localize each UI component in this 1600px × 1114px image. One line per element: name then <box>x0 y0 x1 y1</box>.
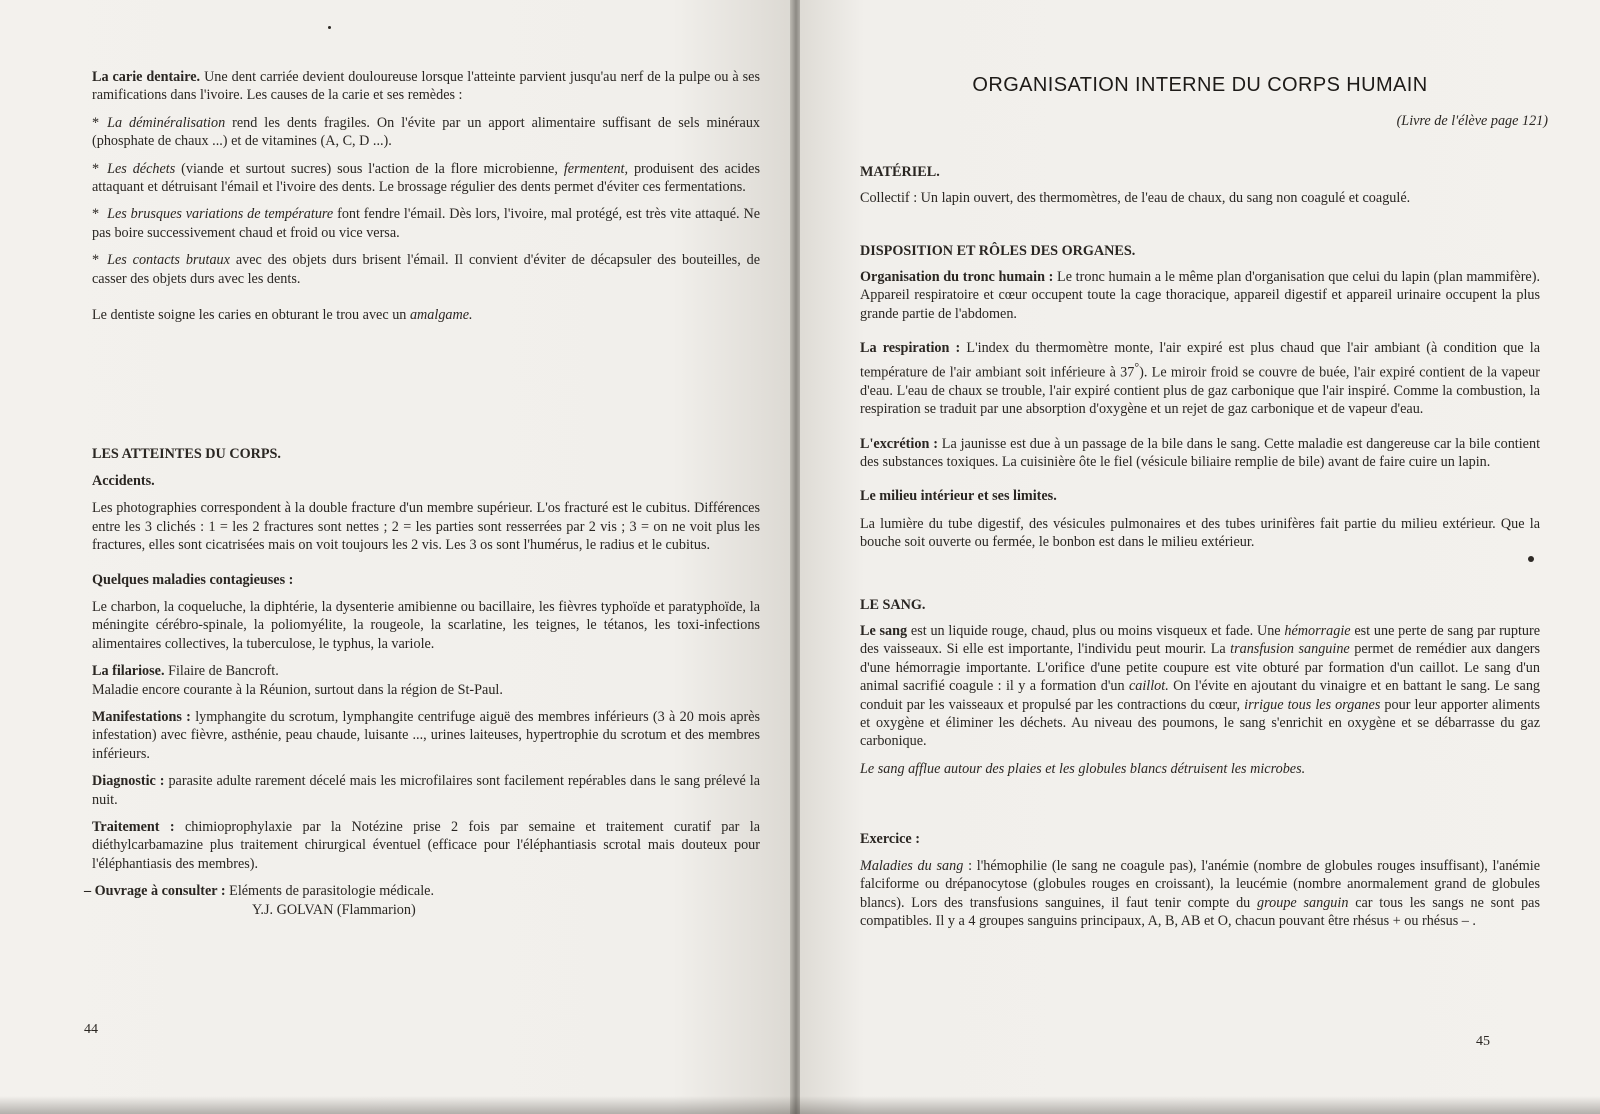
diagnostic-paragraph: Diagnostic : parasite adulte rarement décelé mais les microfilaires sont facilement repérables dans le sang prélevé la nuit. <box>92 773 761 808</box>
sang-afflue-sentence: Le sang afflue autour des plaies et les globules blancs détruisent les microbes. <box>860 760 1306 777</box>
traitement-paragraph: Traitement : chimioprophylaxie par la Notézine prise 2 fois par semaine et traitement curatif par la diéthylcarbamazine plus traitement chirurgical éventuel (efficace pour l'éléphantiasis scrotal mais douteux pour l'éléphantiasis des membres). <box>92 818 760 872</box>
exercice-heading: Exercice : <box>860 831 920 848</box>
materiel-paragraph: Collectif : Un lapin ouvert, des thermomètres, de l'eau de chaux, du sang non coagulé et coagulé. <box>860 190 1411 207</box>
exercice-paragraph: Maladies du sang : l'hémophilie (le sang ne coagule pas), l'anémie (nombre de globules rouges insuffisant), l'anémie falciforme ou drépanocytose (globules rouges en croissant), la leucémie (nombre anormalement grand de globules blancs). Lors des transfusions sanguines, il faut tenir compte du groupe sanguin car tous les sangs ne sont pas compatibles. Il y a 4 groupes sanguins principaux, A, B, AB et O, chacun pouvant être rhésus + ou rhésus – . <box>860 857 1541 929</box>
page-number-left: 44 <box>84 1022 98 1037</box>
dentist-paragraph: Le dentiste soigne les caries en obturant le trou avec un amalgame. <box>92 307 473 324</box>
manifestations-paragraph: Manifestations : lymphangite du scrotum, lymphangite centrifuge aiguë des membres inférieurs (3 à 20 mois après infestation) avec fièvre, asthénie, peau chaude, luisante ..., urines laiteuses, hypertrophie du scrotum et des membres inférieurs. <box>92 708 761 762</box>
maladies-paragraph: Le charbon, la coqueluche, la diphtérie, la dysenterie amibienne ou bacillaire, les fièvres typhoïde et paratyphoïde, la méningite cérébro-spinale, la poliomyélite, la rougeole, la scarlatine, les teignes, le tétanos, les toxi-infections alimentaires collectives, la tuberculose, le typhus, la variole. <box>92 598 760 652</box>
accidents-heading: Accidents. <box>92 472 155 489</box>
left-page <box>0 0 792 1114</box>
ink-speck <box>328 26 331 29</box>
page-number-right: 45 <box>1476 1034 1490 1049</box>
milieu-heading: Le milieu intérieur et ses limites. <box>860 488 1057 505</box>
carie-title: La carie dentaire. <box>92 69 201 85</box>
filariose-title: La filariose. <box>92 663 165 680</box>
ouvrage-block: – Ouvrage à consulter : Eléments de parasitologie médicale. Y.J. GOLVAN (Flammarion) <box>84 883 435 918</box>
excretion-paragraph: L'excrétion : La jaunisse est due à un passage de la bile dans le sang. Cette maladie est dangereuse car la bile contient des substances toxiques. La cuisinière ôte le fiel (vésicule biliaire remplie de bile) avant de faire cuire un lapin. <box>860 435 1541 471</box>
right-page-content <box>860 60 1548 939</box>
respiration-paragraph: La respiration : L'index du thermomètre monte, l'air expiré est plus chaud que l'air ambiant (à condition que la température de l'air ambiant soit inférieure à 37°). Le miroir froid se couvre de buée, l'air expiré contient de la vapeur d'eau. L'eau de chaux se trouble, l'air expiré contient plus de gaz carbonique que l'air inspiré. Comme la combustion, la respiration se traduit par une absorption d'oxygène et un rejet de gaz carbonique et de vapeur d'eau. <box>860 340 1541 418</box>
filariose-paragraph: La filariose. Filaire de Bancroft. Maladie encore courante à la Réunion, surtout dans la région de St-Paul. <box>92 663 503 698</box>
materiel-heading: MATÉRIEL. <box>860 163 940 180</box>
carie-cause-3: * Les brusques variations de température font fendre l'émail. Dès lors, l'ivoire, mal protégé, est très vite attaqué. Ne pas boire successivement chaud et froid ou vice versa. <box>92 206 761 241</box>
atteintes-heading: LES ATTEINTES DU CORPS. <box>92 446 281 463</box>
sang-heading: LE SANG. <box>860 596 926 613</box>
book-reference: (Livre de l'élève page 121) <box>1396 113 1548 130</box>
disposition-heading: DISPOSITION ET RÔLES DES ORGANES. <box>860 242 1136 259</box>
milieu-paragraph: La lumière du tube digestif, des vésicules pulmonaires et des tubes urinifères fait partie du milieu extérieur. Que la bouche soit ouverte ou fermée, le bonbon est dans le milieu extérieur. <box>860 515 1540 551</box>
page-bottom-shadow <box>0 1096 1600 1114</box>
carie-intro-paragraph: La carie dentaire. Une dent carriée devient douloureuse lorsque l'atteinte parvient jusqu'au nerf de la pulpe ou à ses ramifications dans l'ivoire. Les causes de la carie et ses remèdes : <box>92 69 761 104</box>
sang-paragraph: Le sang est un liquide rouge, chaud, plus ou moins visqueux et fade. Une hémorragie est une perte de sang par rupture des vaisseaux. Si elle est importante, l'individu peut mourir. La transfusion sanguine permet de remédier aux dangers d'une hémorragie importante. L'orifice d'une petite coupure est vite obturé par formation d'un caillot. Le sang d'un animal sacrifié coagule : il y a formation d'un caillot. On l'évite en ajoutant du vinaigre et en battant le sang. Le sang conduit par les vaisseaux et propulsé par les contractions du cœur, irrigue tous les organes pour leur apporter aliments et oxygène et éliminer les déchets. Au niveau des poumons, le sang s'enrichit en oxygène et se débarrasse du gaz carbonique. <box>860 623 1541 750</box>
maladies-heading: Quelques maladies contagieuses : <box>92 571 294 588</box>
right-page <box>800 0 1600 1114</box>
left-page-content <box>84 68 761 919</box>
accidents-paragraph: Les photographies correspondent à la double fracture d'un membre supérieur. L'os fracturé est le cubitus. Différences entre les 3 clichés : 1 = les 2 fractures sont nettes ; 2 = les parties sont resserrées par 2 vis ; 3 = on ne voit plus les fractures, elles sont cicatrisées mais on voit toujours les 2 vis. Les 3 os sont l'humérus, le radius et le cubitus. <box>92 500 760 554</box>
carie-cause-2: * Les déchets (viande et surtout sucres) sous l'action de la flore microbienne, fermentent, produisent des acides attaquant et détruisant l'émail et l'ivoire des dents. Le brossage régulier des dents permet d'éviter ces fermentations. <box>92 160 760 196</box>
tronc-paragraph: Organisation du tronc humain : Le tronc humain a le même plan d'organisation que celui du lapin (plan mammifère). Appareil respiratoire et cœur occupent toute la cage thoracique, appareil digestif et appareil urinaire occupent la plus grande partie de l'abdomen. <box>860 269 1540 322</box>
page-title: ORGANISATION INTERNE DU CORPS HUMAIN <box>972 74 1428 96</box>
carie-cause-4: * Les contacts brutaux avec des objets durs brisent l'émail. Il convient d'éviter de décapsuler des bouteilles, de casser des objets durs avec les dents. <box>92 252 761 287</box>
carie-cause-1: * La déminéralisation rend les dents fragiles. On l'évite par un apport alimentaire suffisant de sels minéraux (phosphate de chaux ...) et de vitamines (A, C, D ...). <box>92 114 761 150</box>
